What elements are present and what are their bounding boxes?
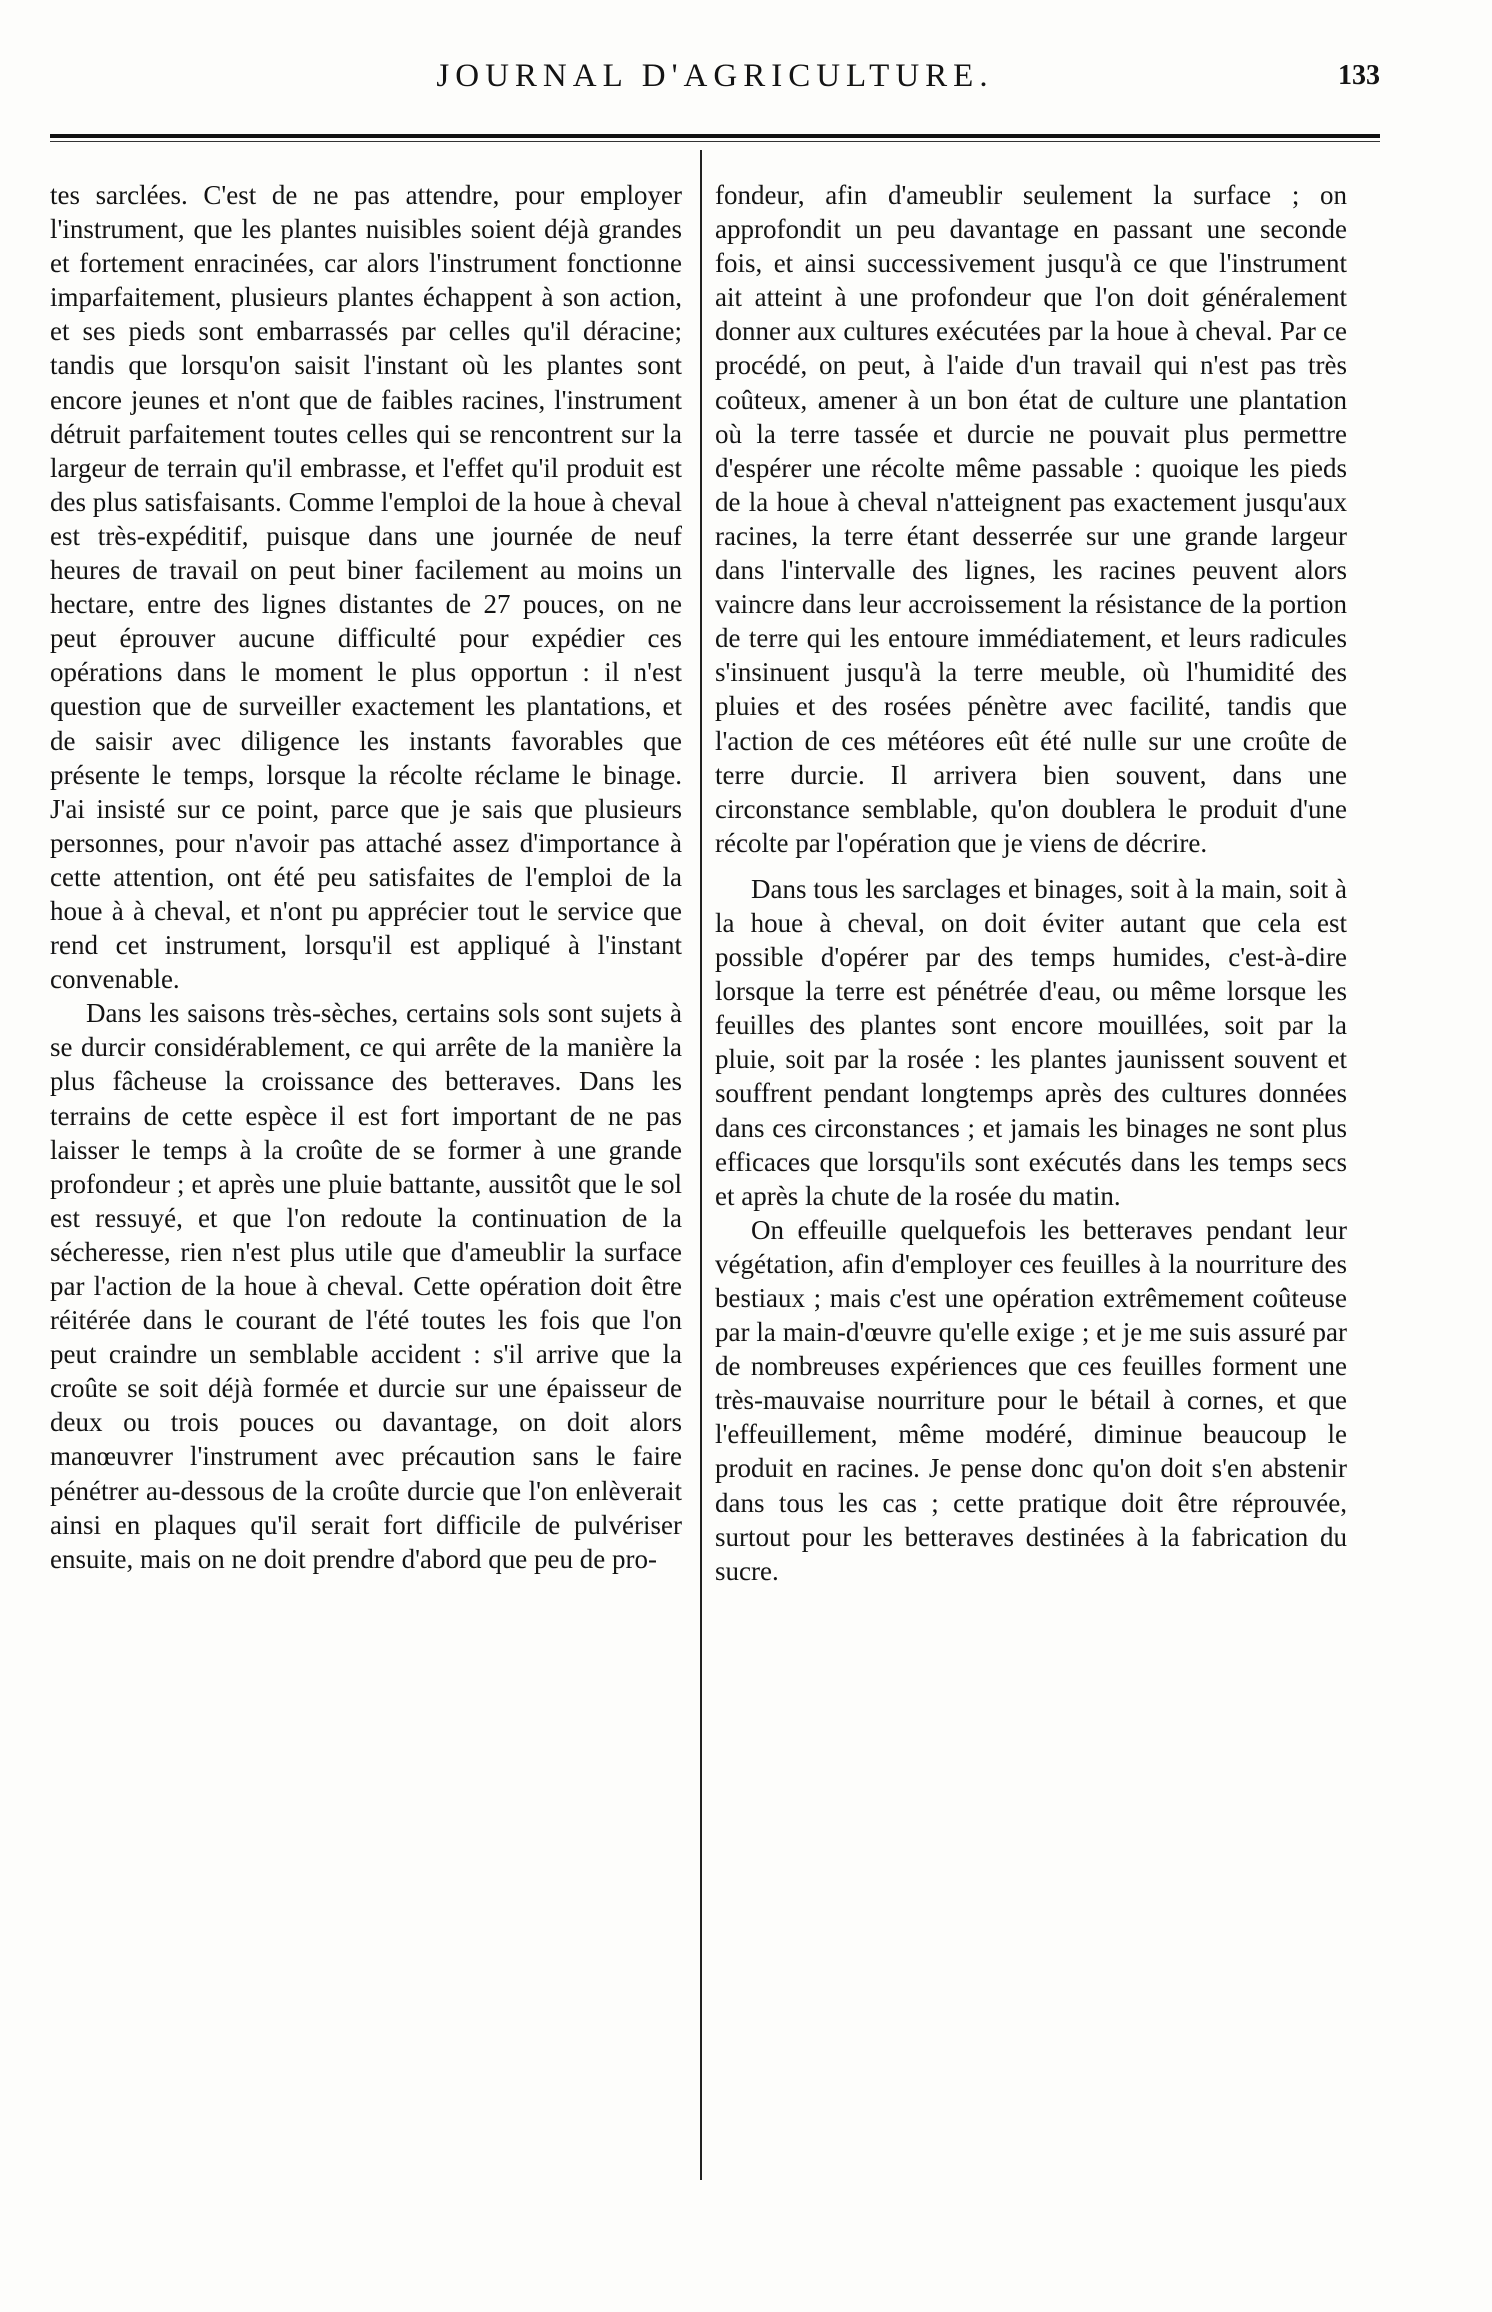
- paragraph: tes sarclées. C'est de ne pas attendre, pour employer l'instrument, que les plantes nuisibles soient déjà grandes et fortement enracinées, car alors l'instrument fonctionne imparfaitement, plusieurs plantes échappent à son action, et ses pieds sont embarrassés par celles qu'il déracine; tandis que lorsqu'on saisit l'instant où les plantes sont encore jeunes et n'ont que de faibles racines, l'instrument détruit parfaitement toutes celles qui se rencontrent sur la largeur de terrain qu'il embrasse, et l'effet qu'il produit est des plus satisfaisants. Comme l'emploi de la houe à cheval est très-expéditif, puisque dans une journée de neuf heures de travail on peut biner facilement au moins un hectare, entre des lignes distantes de 27 pouces, on ne peut éprouver aucune difficulté pour expédier ces opérations dans le moment le plus opportun : il n'est question que de surveiller exactement les plantations, et de saisir avec diligence les instants favorables que présente le temps, lorsque la récolte réclame le binage. J'ai insisté sur ce point, parce que je sais que plusieurs personnes, pour n'avoir pas attaché assez d'importance à cette attention, ont été peu satisfaites de l'emploi de la houe à à cheval, et n'ont pu apprécier tout le service que rend cet instrument, lorsqu'il est appliqué à l'instant convenable.: [50, 180, 682, 995]
- paragraph: fondeur, afin d'ameublir seulement la surface ; on approfondit un peu davantage en passant une seconde fois, et ainsi successivement jusqu'à ce que l'instrument ait atteint à une profondeur que l'on doit généralement donner aux cultures exécutées par la houe à cheval. Par ce procédé, on peut, à l'aide d'un travail qui n'est pas très coûteux, amener à un bon état de culture une plantation où la terre tassée et durcie ne pouvait plus permettre d'espérer une récolte même passable : quoique les pieds de la houe à cheval n'atteignent pas exactement jusqu'aux racines, la terre étant desserrée sur une grande largeur dans l'intervalle des lignes, les racines peuvent alors vaincre dans leur accroissement la résistance de la portion de terre qui les entoure immédiatement, et leurs radicules s'insinuent jusqu'à la terre meuble, où l'humidité des pluies et des rosées pénètre avec facilité, tandis que l'action de ces météores eût été nulle sur une croûte de terre durcie. Il arrivera bien souvent, dans une circonstance semblable, qu'on doublera le produit d'une récolte par l'opération que je viens de décrire.: [715, 180, 1347, 858]
- header-rule: [50, 134, 1380, 142]
- paragraph: Dans tous les sarclages et binages, soit à la main, soit à la houe à cheval, on doit éviter autant que cela est possible d'opérer par des temps humides, c'est-à-dire lorsque la terre est pénétrée d'eau, ou même lorsque les feuilles des plantes sont encore mouillées, soit par la pluie, soit par la rosée : les plantes jaunissent souvent et souffrent pendant longtemps après des cultures données dans ces circonstances ; et jamais les binages ne sont plus efficaces que lorsqu'ils sont exécutés dans les temps secs et après la chute de la rosée du matin.: [715, 873, 1347, 1211]
- paragraph: On effeuille quelquefois les betteraves pendant leur végétation, afin d'employer ces feuilles à la nourriture des bestiaux ; mais c'est une opération extrêmement coûteuse par la main-d'œuvre qu'elle exige ; et je me suis assuré par de nombreuses expériences que ces feuilles forment une très-mauvaise nourriture pour le bétail à cornes, et que l'effeuillement, même modéré, diminue beaucoup le produit en racines. Je pense donc qu'on doit s'en abstenir dans tous les cas ; cette pratique doit être réprouvée, surtout pour les betteraves destinées à la fabrication du sucre.: [715, 1214, 1347, 1586]
- journal-title: JOURNAL D'AGRICULTURE.: [436, 58, 994, 94]
- paragraph: Dans les saisons très-sèches, certains sols sont sujets à se durcir considérablement, ce qui arrête de la manière la plus fâcheuse la croissance des betteraves. Dans les terrains de cette espèce il est fort important de ne pas laisser le temps à la croûte de se former à une grande profondeur ; et après une pluie battante, aussitôt que le sol est ressuyé, et que l'on redoute la continuation de la sécheresse, rien n'est plus utile que d'ameublir la surface par l'action de la houe à cheval. Cette opération doit être réitérée dans le courant de l'été toutes les fois que l'on peut craindre un semblable accident : s'il arrive que la croûte se soit déjà formée et durcie sur une épaisseur de deux ou trois pouces ou davantage, on doit alors manœuvrer l'instrument avec précaution sans le faire pénétrer au-dessous de la croûte durcie que l'on enlèverait ainsi en plaques qu'il serait fort difficile de pulvériser ensuite, mais on ne doit prendre d'abord que peu de pro-: [50, 998, 682, 1574]
- page-number: 133: [1338, 60, 1380, 91]
- page-header: [50, 58, 1380, 108]
- column-divider: [700, 150, 702, 2180]
- right-column: [715, 178, 1347, 1588]
- left-column: [50, 178, 682, 1576]
